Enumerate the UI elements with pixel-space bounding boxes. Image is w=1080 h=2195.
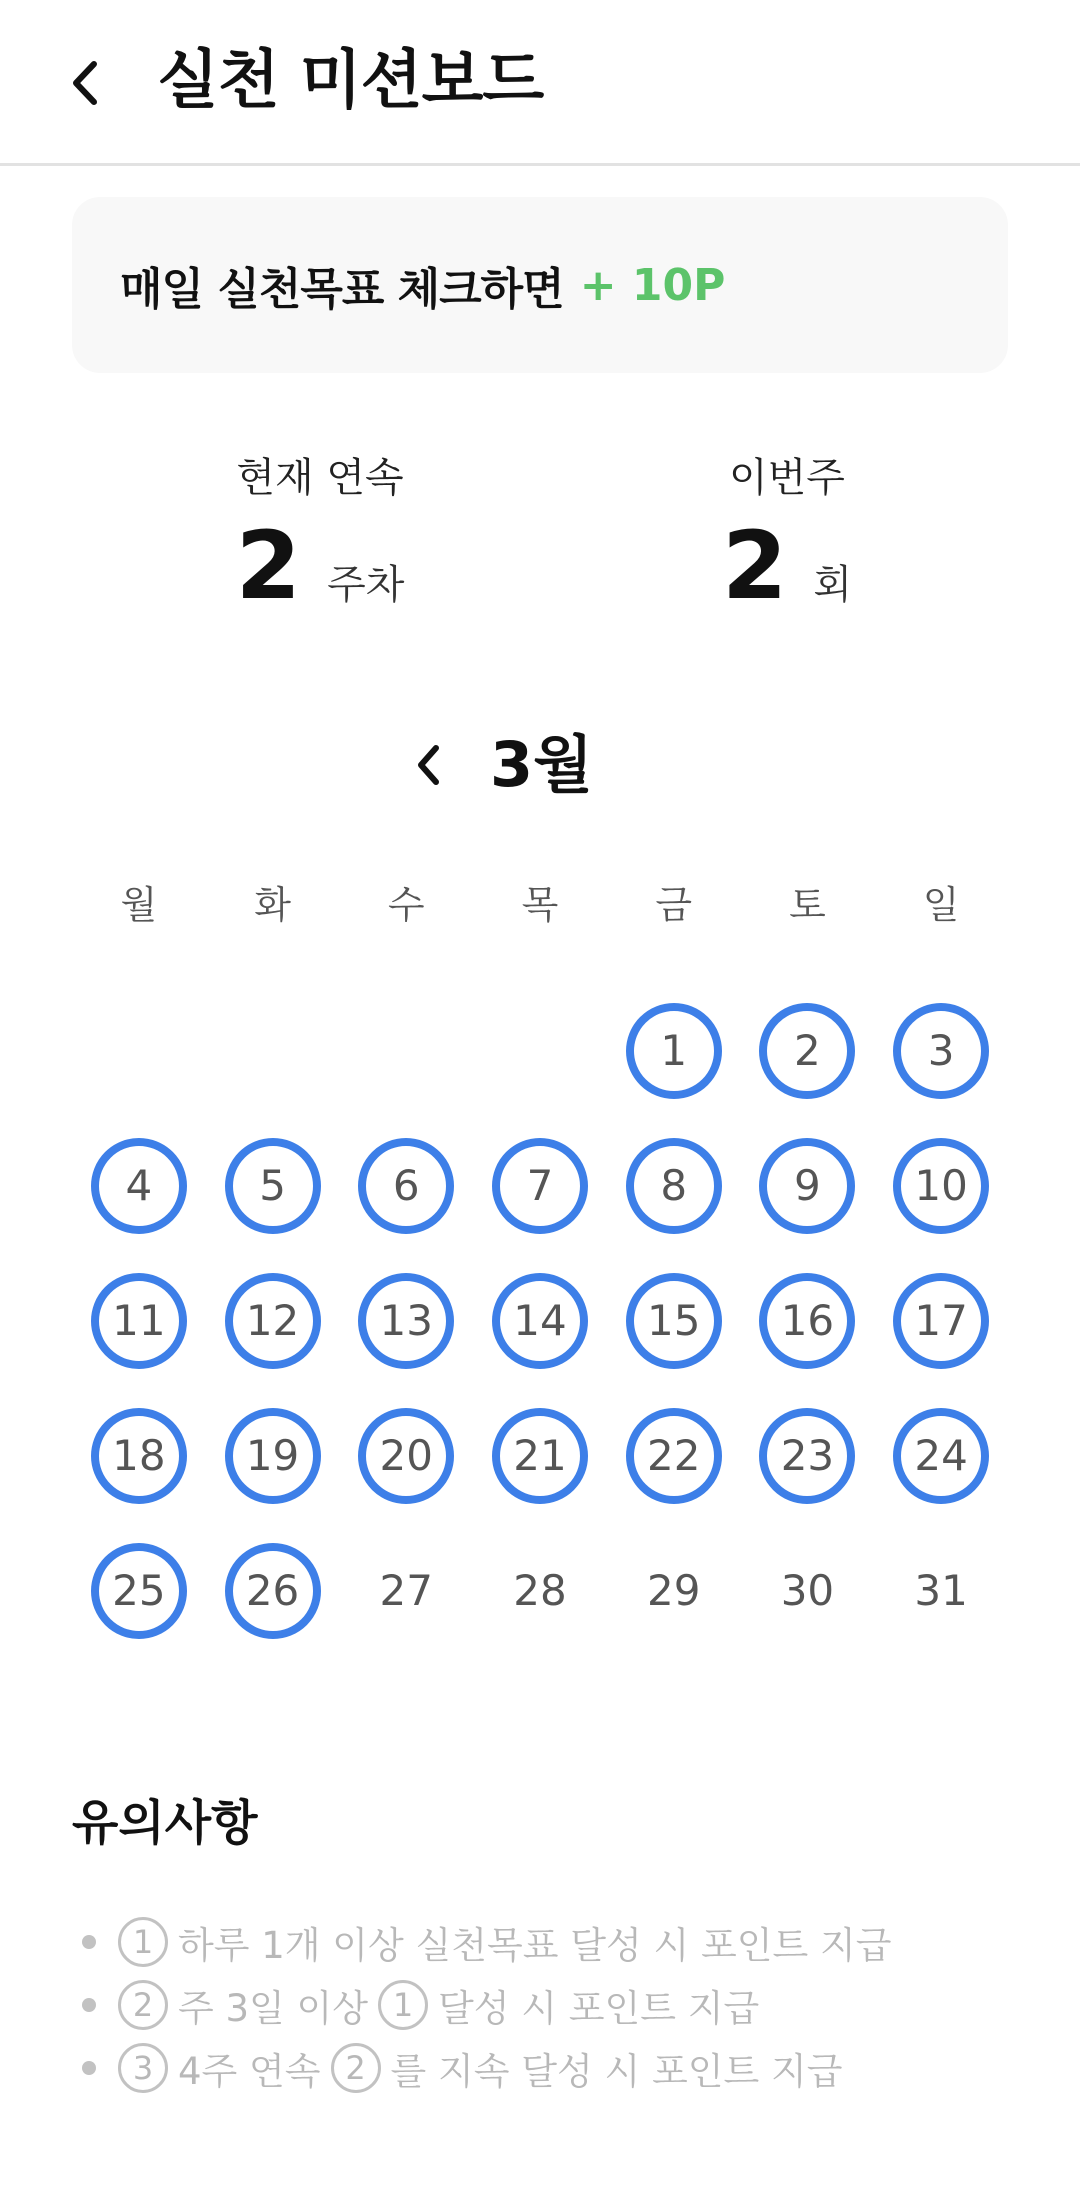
circled-number-icon: 2	[118, 1980, 168, 2030]
calendar-blank-cell	[473, 983, 607, 1118]
weekday-label: 토	[789, 883, 826, 927]
weekday-label: 일	[922, 883, 960, 927]
calendar-day-cell	[206, 1523, 340, 1658]
calendar-day-checked[interactable]: 11	[91, 1273, 187, 1369]
calendar-day-cell	[206, 1253, 340, 1388]
calendar-day-cell	[72, 1388, 206, 1523]
calendar-day[interactable]: 29	[646, 1566, 701, 1615]
weekday-header	[72, 875, 1008, 935]
calendar-day-checked[interactable]: 10	[893, 1138, 989, 1234]
calendar-day-checked[interactable]: 25	[91, 1543, 187, 1639]
calendar-day-cell	[339, 1388, 473, 1523]
calendar-day-checked[interactable]: 15	[626, 1273, 722, 1369]
app-header	[0, 0, 1080, 166]
this-week-label: 이번주	[729, 455, 845, 501]
calendar-day-cell	[741, 1388, 875, 1523]
notice-text: 4주 연속	[178, 2049, 321, 2093]
calendar-day-checked[interactable]: 9	[759, 1138, 855, 1234]
bullet-dot-icon	[82, 1998, 96, 2012]
calendar-day-cell	[72, 1253, 206, 1388]
calendar-day-cell	[874, 1253, 1008, 1388]
calendar-day[interactable]: 30	[780, 1566, 835, 1615]
prev-month-button[interactable]	[400, 732, 456, 798]
reward-banner	[72, 197, 1008, 373]
calendar-day-cell	[473, 1388, 607, 1523]
circled-number-icon: 2	[331, 2043, 381, 2093]
calendar-day-cell	[741, 1523, 875, 1658]
calendar-blank-cell	[72, 983, 206, 1118]
weekday-label: 월	[120, 883, 158, 927]
calendar-day-checked[interactable]: 19	[225, 1408, 321, 1504]
calendar-day-cell	[741, 1118, 875, 1253]
calendar-day-checked[interactable]: 5	[225, 1138, 321, 1234]
this-week-unit: 회	[813, 562, 853, 608]
notice-list	[82, 1910, 901, 2099]
back-button[interactable]	[55, 48, 115, 118]
circled-number-icon: 1	[378, 1980, 428, 2030]
chevron-left-icon	[68, 58, 102, 108]
calendar-day-checked[interactable]: 4	[91, 1138, 187, 1234]
weekday-label: 수	[387, 883, 425, 927]
calendar-day-cell	[473, 1523, 607, 1658]
bullet-dot-icon	[82, 2061, 96, 2075]
calendar-day-cell	[206, 1118, 340, 1253]
chevron-left-icon	[413, 742, 443, 788]
calendar-day-cell	[72, 1523, 206, 1658]
calendar-day-checked[interactable]: 18	[91, 1408, 187, 1504]
this-week-stat	[637, 450, 937, 622]
month-navigation	[0, 720, 1080, 810]
notice-text: 달성 시 포인트 지급	[438, 1986, 760, 2030]
calendar-day-checked[interactable]: 1	[626, 1003, 722, 1099]
calendar-day-checked[interactable]: 3	[893, 1003, 989, 1099]
calendar-day-checked[interactable]: 16	[759, 1273, 855, 1369]
calendar-day-cell	[874, 983, 1008, 1118]
calendar-day-cell	[607, 1118, 741, 1253]
calendar-grid	[72, 983, 1008, 1658]
calendar-day-checked[interactable]: 6	[358, 1138, 454, 1234]
notice-text: 하루 1개 이상 실천목표 달성 시 포인트 지급	[178, 1923, 892, 1967]
bullet-dot-icon	[82, 1935, 96, 1949]
calendar-day-cell	[741, 983, 875, 1118]
calendar-day-checked[interactable]: 17	[893, 1273, 989, 1369]
calendar-day-checked[interactable]: 13	[358, 1273, 454, 1369]
streak-value: 2	[235, 512, 302, 621]
calendar-day-cell	[607, 1388, 741, 1523]
calendar-day-cell	[206, 1388, 340, 1523]
this-week-value: 2	[721, 512, 788, 621]
calendar-day-checked[interactable]: 12	[225, 1273, 321, 1369]
calendar-day-cell	[72, 1118, 206, 1253]
calendar-day-cell	[874, 1118, 1008, 1253]
notice-item	[82, 1973, 901, 2036]
calendar-day-cell	[874, 1523, 1008, 1658]
calendar-blank-cell	[206, 983, 340, 1118]
notice-title: 유의사항	[72, 1795, 258, 1851]
calendar-day-cell	[607, 1523, 741, 1658]
calendar-day-cell	[339, 1118, 473, 1253]
streak-unit: 주차	[327, 562, 405, 608]
banner-text: 매일 실천목표 체크하면	[120, 264, 564, 315]
calendar-day[interactable]: 31	[914, 1566, 968, 1615]
calendar-day-checked[interactable]: 24	[893, 1408, 989, 1504]
this-week-value-row	[637, 512, 937, 622]
notice-item	[82, 2036, 901, 2099]
circled-number-icon: 3	[118, 2043, 168, 2093]
calendar-day-checked[interactable]: 14	[492, 1273, 588, 1369]
weekday-label: 금	[655, 883, 693, 927]
calendar-day-checked[interactable]: 8	[626, 1138, 722, 1234]
calendar-day-checked[interactable]: 22	[626, 1408, 722, 1504]
month-label: 3월	[490, 728, 594, 801]
streak-value-row	[170, 512, 470, 622]
calendar-day-cell	[473, 1253, 607, 1388]
page-title: 실천 미션보드	[157, 44, 544, 118]
notice-text: 를 지속 달성 시 포인트 지급	[390, 2049, 843, 2093]
weekday-label: 목	[521, 883, 559, 927]
streak-label: 현재 연속	[236, 455, 404, 501]
calendar-day-cell	[339, 1523, 473, 1658]
calendar-day-checked[interactable]: 7	[492, 1138, 588, 1234]
calendar-day-cell	[874, 1388, 1008, 1523]
calendar-day-checked[interactable]: 20	[358, 1408, 454, 1504]
calendar-day-cell	[741, 1253, 875, 1388]
calendar-day-checked[interactable]: 26	[225, 1543, 321, 1639]
circled-number-icon: 1	[118, 1917, 168, 1967]
calendar-blank-cell	[339, 983, 473, 1118]
banner-reward: + 10P	[579, 259, 726, 311]
calendar-day-cell	[607, 1253, 741, 1388]
calendar-day[interactable]: 28	[513, 1566, 567, 1615]
calendar-day-checked[interactable]: 2	[759, 1003, 855, 1099]
streak-stat	[170, 450, 470, 622]
notice-item	[82, 1910, 901, 1973]
calendar-day[interactable]: 27	[379, 1566, 433, 1615]
calendar-day-cell	[473, 1118, 607, 1253]
calendar-day-cell	[339, 1253, 473, 1388]
calendar-day-checked[interactable]: 21	[492, 1408, 588, 1504]
calendar-day-cell	[607, 983, 741, 1118]
notice-text: 주 3일 이상	[178, 1986, 369, 2030]
calendar-day-checked[interactable]: 23	[759, 1408, 855, 1504]
weekday-label: 화	[254, 883, 291, 927]
